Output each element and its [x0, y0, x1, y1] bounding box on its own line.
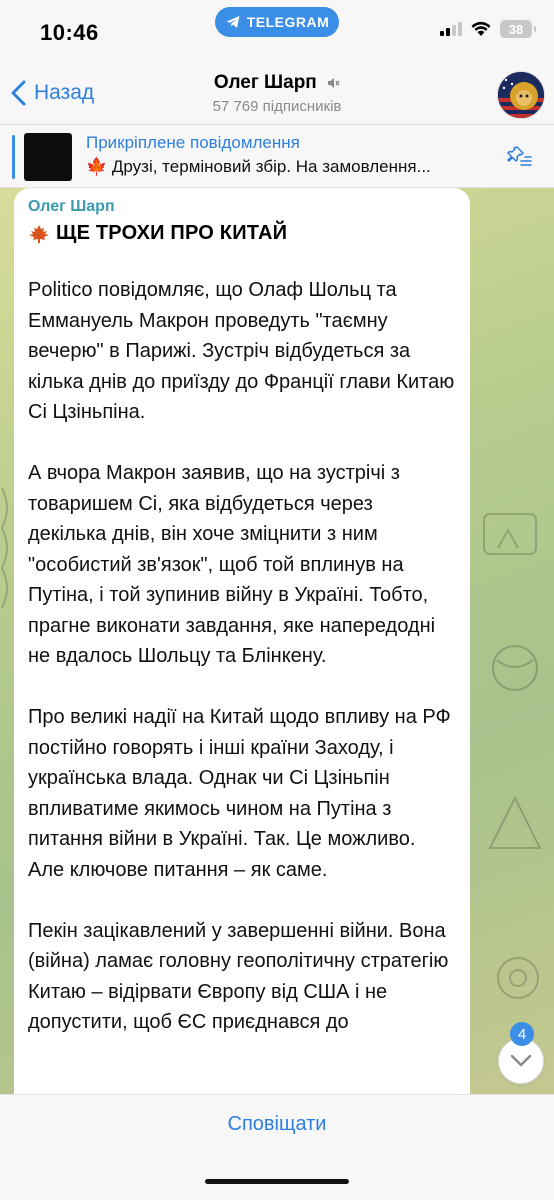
- subscriber-count: 57 769 підписників: [212, 98, 342, 115]
- doodle-pattern: [480, 788, 550, 858]
- post-author[interactable]: Олег Шарп: [28, 198, 115, 215]
- app-label: TELEGRAM: [246, 14, 330, 30]
- chat-background[interactable]: [0, 188, 554, 1094]
- back-label: Назад: [34, 81, 95, 104]
- telegram-indicator-pill[interactable]: [215, 7, 339, 37]
- post-paragraph: Пекін зацікавлений у завершенні війни. Вона (війна) ламає головну геополітичну стратегію Китаю – відірвати Європу від США і не допустити, щоб ЄС приєднався до: [28, 919, 449, 1033]
- post-heading-text: ЩЕ ТРОХИ ПРО КИТАЙ: [56, 222, 288, 244]
- post-paragraph: А вчора Макрон заявив, що на зустрічі з товаришем Сі, яка відбудеться через декілька днів, він хоче зміцнити з ним "особистий зв'язок", щоб той вплинув на Путіна, і той зупинив війну в Україні. Тобто, прагне виконати завдання, яке напередодні не вдалось Шольцу та Блінкену.: [28, 462, 436, 667]
- pinned-title: Прикріплене повідомлення: [86, 133, 300, 152]
- pinned-thumbnail: [24, 133, 72, 181]
- home-indicator[interactable]: [205, 1179, 349, 1184]
- post-heading: [28, 222, 456, 245]
- pinned-indicator: [12, 135, 15, 179]
- pinned-list-icon[interactable]: [506, 145, 532, 169]
- doodle-pattern: [485, 638, 545, 698]
- post-paragraph: Politico повідомляє, що Олаф Шольц та Еммануель Макрон проведуть "таємну вечерю" в Парижі. Зустріч відбудеться за кілька днів до приїзду до Франції глави Китаю Сі Цзіньпіна.: [28, 279, 455, 423]
- post-paragraph: Про великі надії на Китай щодо впливу на РФ постійно говорять і інші країни Заходу, і українська влада. Однак чи Сі Цзіньпін впливатиме якимось чином на Путіна з питання війни в Україні. Так. Це можливо. Але ключове питання – як саме.: [28, 706, 451, 881]
- chevron-down-icon: [510, 1054, 532, 1068]
- notify-button[interactable]: Сповіщати: [227, 1113, 327, 1135]
- channel-title[interactable]: [0, 72, 554, 94]
- unread-count-badge: 4: [510, 1022, 534, 1046]
- bottom-bar: [0, 1094, 554, 1200]
- doodle-pattern: [478, 508, 548, 568]
- doodle-pattern: [488, 948, 548, 1008]
- channel-avatar[interactable]: [497, 71, 545, 119]
- status-icons: [440, 20, 532, 38]
- maple-leaf-icon: [28, 224, 50, 244]
- channel-header: [0, 64, 554, 124]
- battery-icon: 38: [500, 20, 532, 38]
- pinned-preview: 🍁 Друзі, терміновий збір. На замовлення...: [86, 157, 431, 176]
- doodle-pattern: [0, 468, 14, 768]
- status-bar: [0, 0, 554, 64]
- pinned-message-bar[interactable]: [0, 124, 554, 188]
- channel-name: Олег Шарп: [213, 72, 317, 93]
- channel-post[interactable]: [14, 188, 470, 1094]
- telegram-icon: [225, 14, 241, 30]
- clock: 10:46: [40, 20, 99, 45]
- lion-flag-avatar-image: [498, 72, 545, 119]
- cellular-signal-icon: [440, 22, 462, 36]
- wifi-icon: [470, 21, 492, 37]
- muted-speaker-icon: [326, 76, 340, 90]
